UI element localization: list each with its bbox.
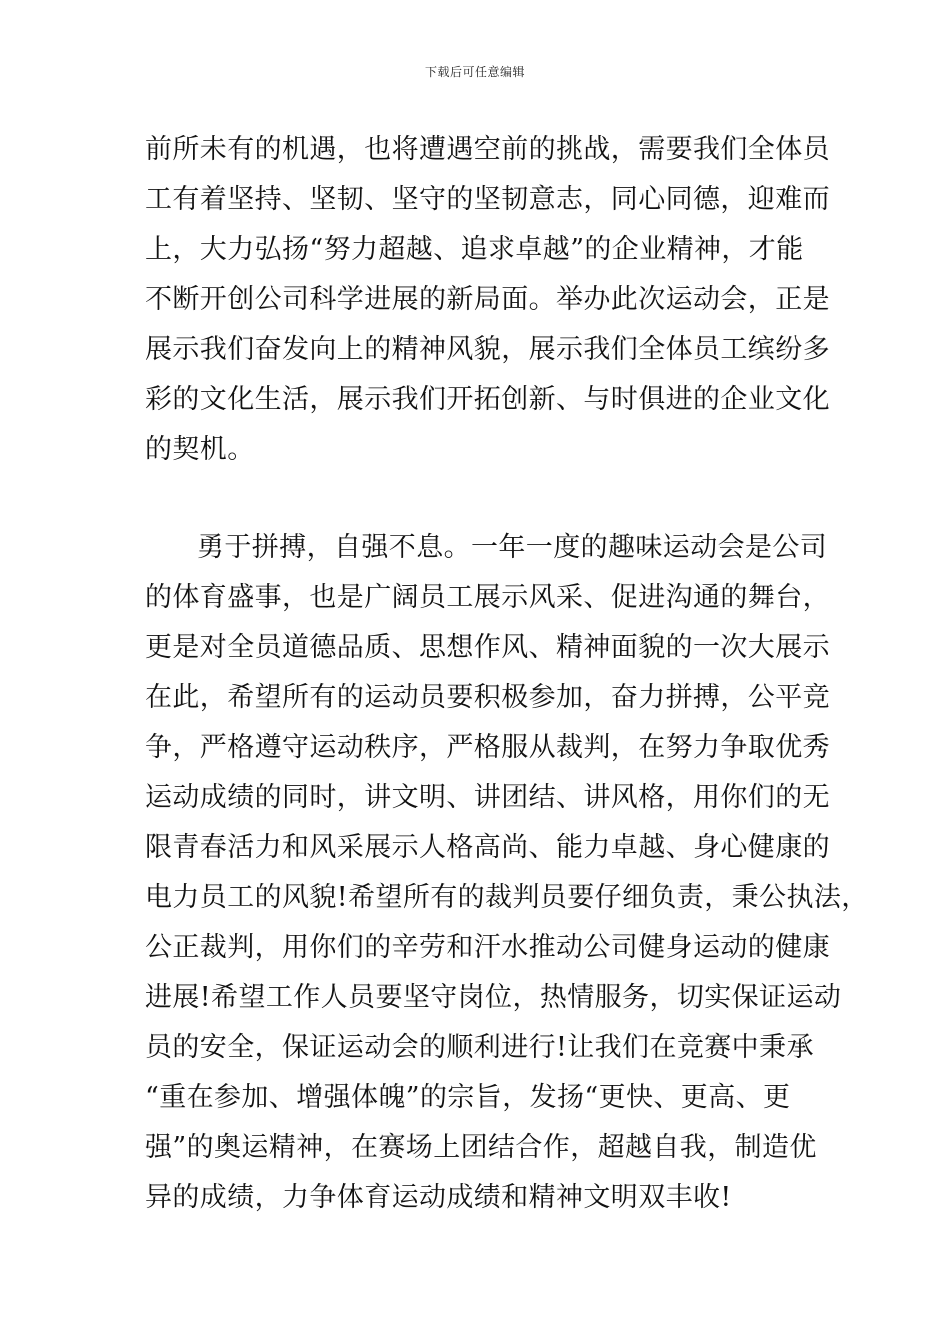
paragraph-2-line-1: 勇于拼搏，自强不息。一年一度的趣味运动会是公司 <box>197 532 828 563</box>
paragraph-2-line-3: 更是对全员道德品质、思想作风、精神面貌的一次大展示 <box>145 632 830 663</box>
paragraph-2-line-10: 进展!希望工作人员要坚守岗位，热情服务，切实保证运动 <box>145 982 842 1013</box>
paragraph-2-line-5: 争，严格遵守运动秩序，严格服从裁判，在努力争取优秀 <box>145 732 830 763</box>
page-header-note: 下载后可任意编辑 <box>424 65 525 79</box>
paragraph-2-line-13: 强”的奥运精神，在赛场上团结合作，超越自我，制造优 <box>145 1132 817 1163</box>
paragraph-2-line-14: 异的成绩，力争体育运动成绩和精神文明双丰收! <box>145 1182 732 1213</box>
paragraph-2-line-11: 员的安全，保证运动会的顺利进行!让我们在竞赛中秉承 <box>145 1032 814 1063</box>
paragraph-1-line-6: 彩的文化生活，展示我们开拓创新、与时俱进的企业文化 <box>145 384 830 415</box>
paragraph-2-line-8: 电力员工的风貌!希望所有的裁判员要仔细负责，秉公执法， <box>145 882 869 913</box>
paragraph-2-line-2: 的体育盛事，也是广阔员工展示风采、促进沟通的舞台， <box>145 582 830 613</box>
paragraph-2-line-12: “重在参加、增强体魄”的宗旨，发扬“更快、更高、更 <box>145 1082 791 1113</box>
paragraph-1-line-7: 的契机。 <box>145 434 255 465</box>
paragraph-2-line-4: 在此，希望所有的运动员要积极参加，奋力拼搏，公平竞 <box>145 682 830 713</box>
paragraph-2-line-9: 公正裁判，用你们的辛劳和汗水推动公司健身运动的健康 <box>145 932 830 963</box>
paragraph-1-line-4: 不断开创公司科学进展的新局面。举办此次运动会，正是 <box>145 284 830 315</box>
paragraph-1-line-1: 前所未有的机遇，也将遭遇空前的挑战，需要我们全体员 <box>145 134 830 165</box>
paragraph-1-line-3: 上，大力弘扬“努力超越、追求卓越”的企业精神，才能 <box>145 234 804 265</box>
paragraph-2-line-7: 限青春活力和风采展示人格高尚、能力卓越、身心健康的 <box>145 832 830 863</box>
paragraph-1-line-5: 展示我们奋发向上的精神风貌，展示我们全体员工缤纷多 <box>145 334 830 365</box>
paragraph-1-line-2: 工有着坚持、坚韧、坚守的坚韧意志，同心同德，迎难而 <box>145 184 830 215</box>
paragraph-2-line-6: 运动成绩的同时，讲文明、讲团结、讲风格，用你们的无 <box>145 782 830 813</box>
